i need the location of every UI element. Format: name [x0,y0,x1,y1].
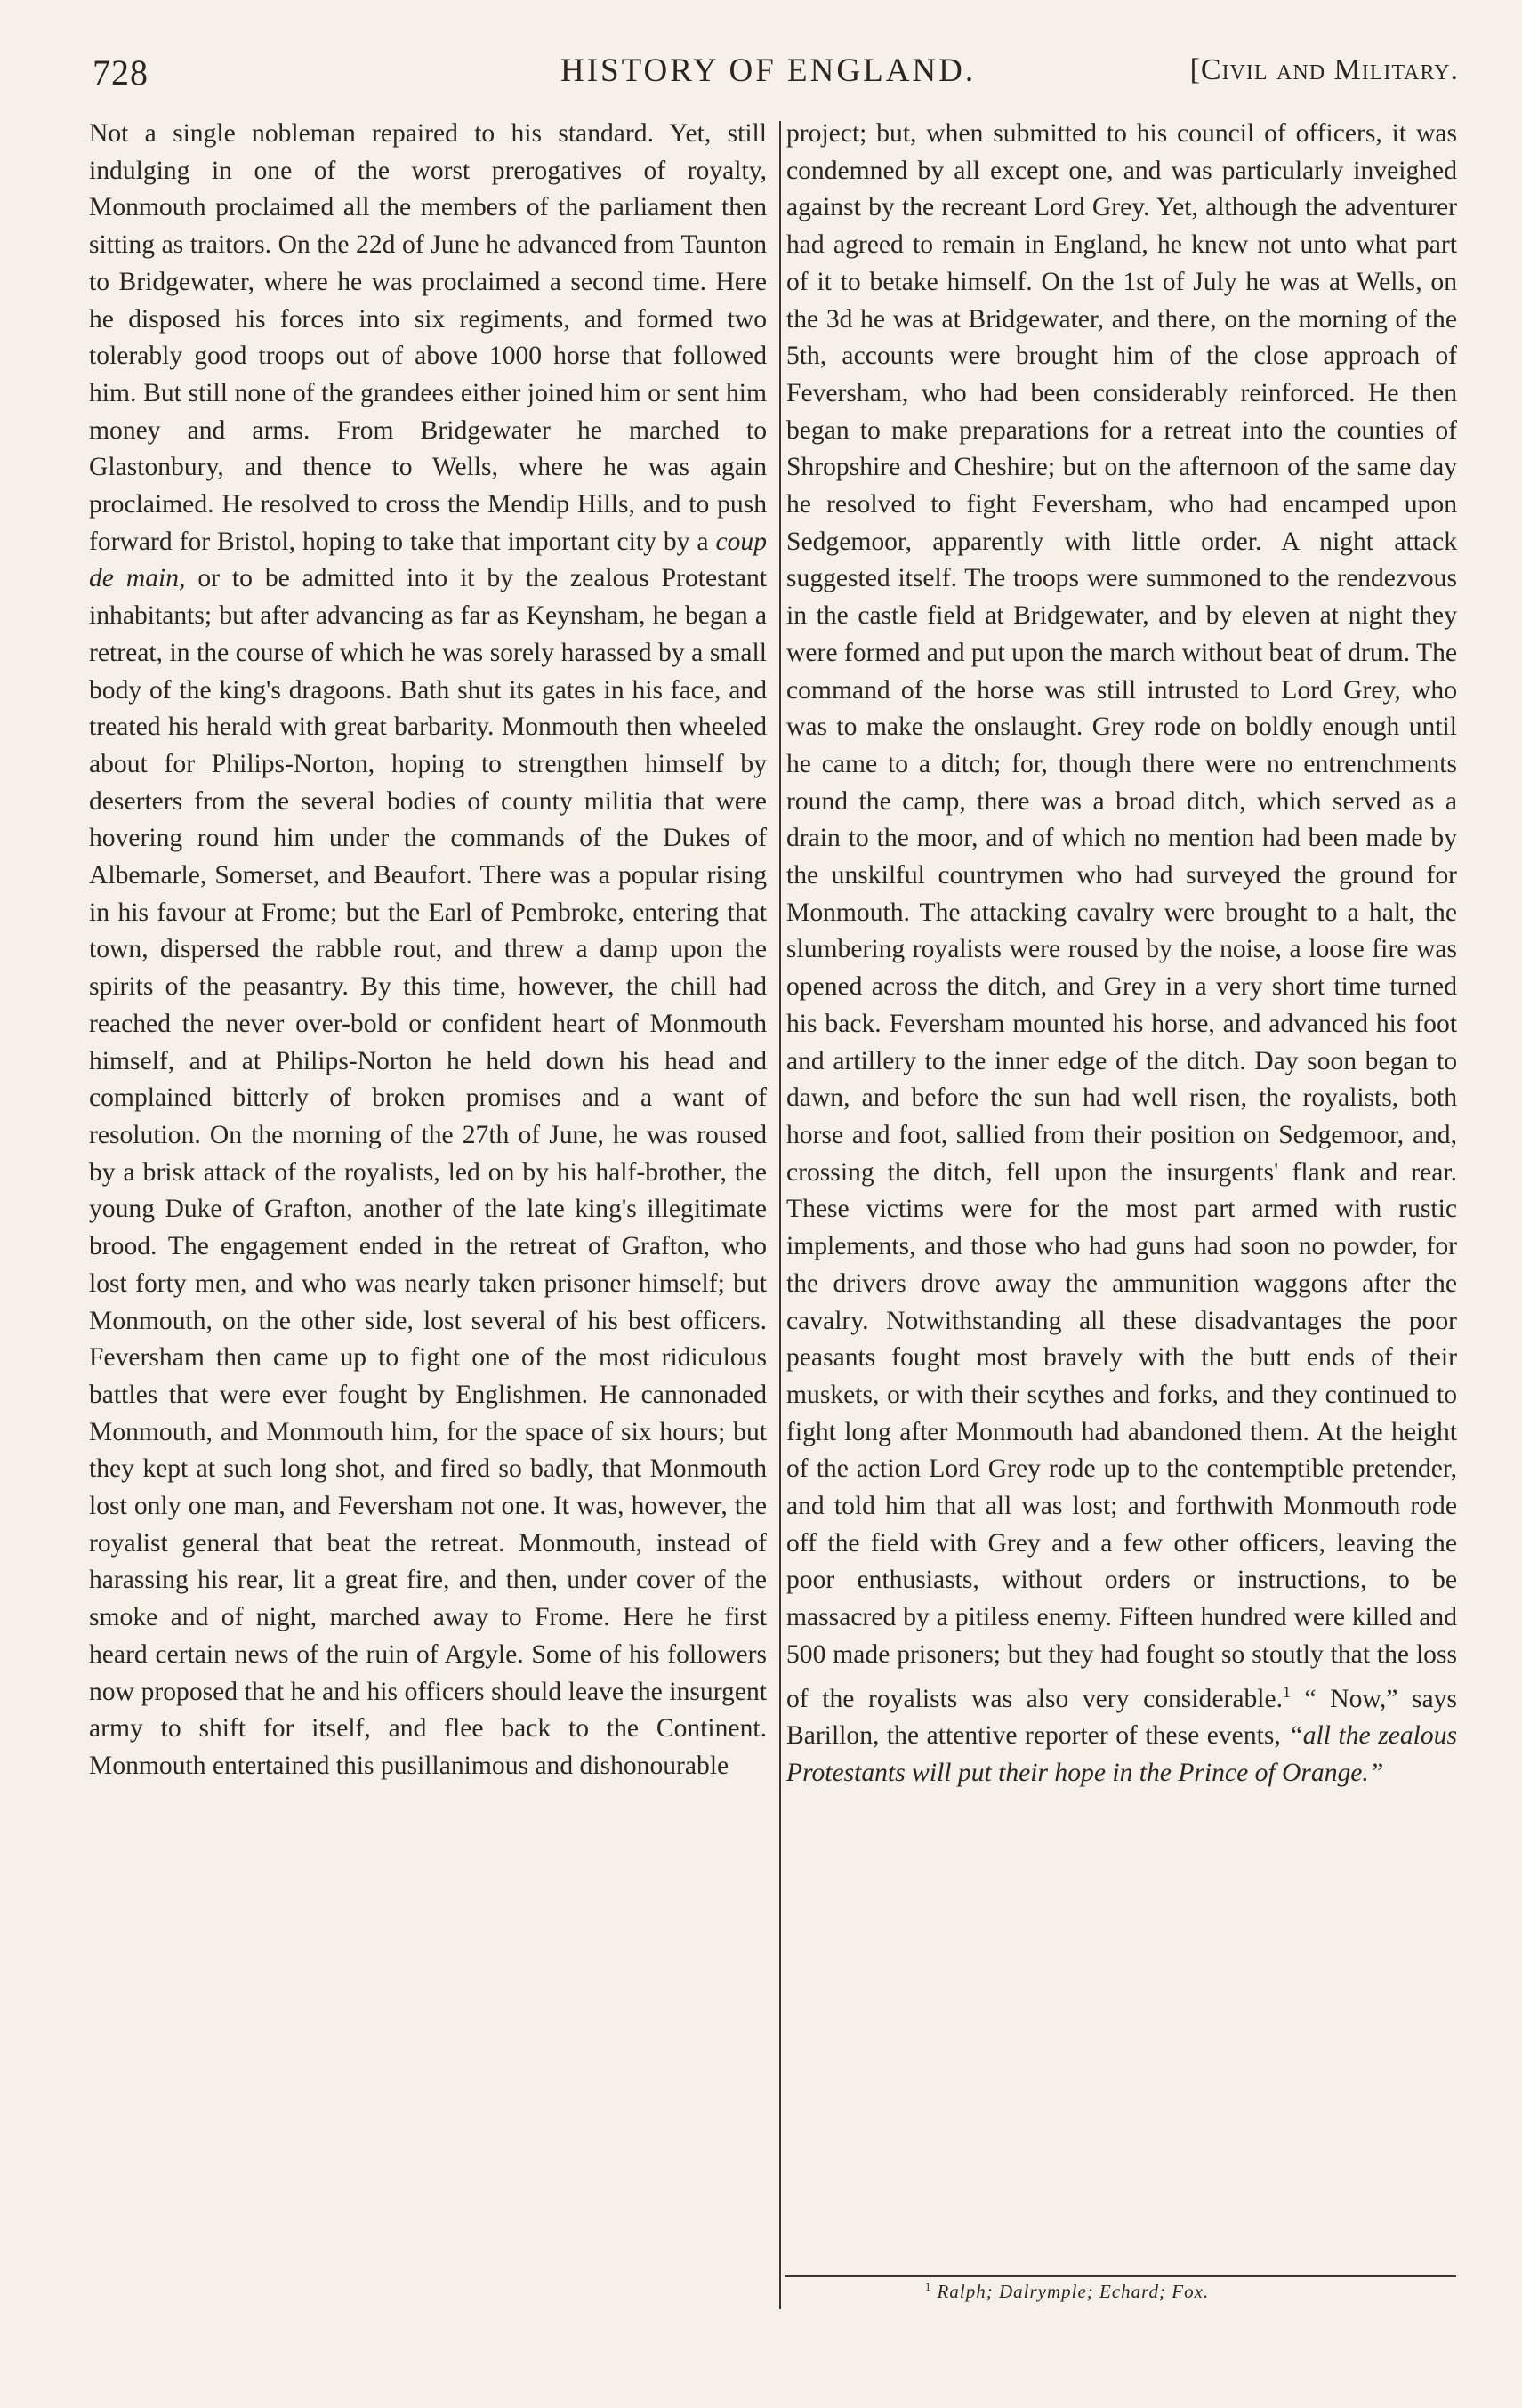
footnote-text: Ralph; Dalrymple; Echard; Fox. [937,2281,1210,2302]
left-column [89,116,767,1785]
left-text-italic: coup de main, [89,527,767,593]
right-text-quote-lead: “ Now,” says Barillon, the attentive reporter of these events, [786,1684,1457,1751]
running-title: HISTORY OF ENGLAND. [560,52,977,89]
running-header [89,43,1459,93]
right-text-quote: “all the zealous Protestants will put their hope in the Prince of Orange.” [786,1721,1458,1787]
right-column-paragraph [786,116,1457,1792]
left-column-paragraph [89,116,767,1785]
column-divider [779,121,781,2309]
page-number: 728 [93,52,149,93]
left-text-part2: or to be admitted into it by the zealous Protestant inhabitants; but after advancing as far as Keynsham, he began a retreat, in the course of which he was sorely harassed by a small body of the king's dragoons. Bath shut its gates in his face, and treated his herald with great barbarity. Monmouth then wheeled about for Philips-Norton, hoping to strengthen himself by deserters from the several bodies of county militia that were hovering round him under the commands of the Dukes of Albemarle, Somerset, and Beaufort. There was a popular rising in his favour at Frome; but the Earl of Pembroke, entering that town, dispersed the rabble rout, and threw a damp upon the spirits of the peasantry. By this time, however, the chill had reached the never over-bold or confident heart of Monmouth himself, and at Philips-Norton he held down his head and complained bitterly of broken promises and a want of resolution. On the morning of the 27th of June, he was roused by a brisk attack of the royalists, led on by his half-brother, the young Duke of Grafton, another of the late king's illegitimate brood. The engagement ended in the retreat of Grafton, who lost forty men, and who was nearly taken prisoner himself; but Monmouth, on the other side, lost several of his best officers. Feversham then came up to fight one of the most ridiculous battles that were ever fought by Englishmen. He cannonaded Monmouth, and Monmouth him, for the space of six hours; but they kept at such long shot, and fired so badly, that Monmouth lost only one man, and Feversham not one. It was, however, the royalist general that beat the retreat. Monmouth, instead of harassing his rear, lit a great fire, and then, under cover of the smoke and of night, marched away to Frome. Here he first heard certain news of the ruin of Argyle. Some of his followers now proposed that he and his officers should leave the insurgent army to shift for itself, and flee back to the Continent. Monmouth entertained this pusillanimous and dishonourable [89,564,768,1780]
footnote [925,2281,1423,2303]
right-text-main: project; but, when submitted to his council of officers, it was condemned by all except one, and was particularly inveighed against by the recreant Lord Grey. Yet, although the adventurer had agreed to remain in England, he knew not unto what part of it to betake himself. On the 1st of July he was at Wells, on the 3d he was at Bridgewater, and there, on the morning of the 5th, accounts were brought him of the close approach of Feversham, who had been considerably reinforced. He then began to make preparations for a retreat into the counties of Shropshire and Cheshire; but on the afternoon of the same day he resolved to fight Feversham, who had encamped upon Sedgemoor, apparently with little order. A night attack suggested itself. The troops were summoned to the rendezvous in the castle field at Bridgewater, and by eleven at night they were formed and put upon the march without beat of drum. The command of the horse was still intrusted to Lord Grey, who was to make the onslaught. Grey rode on boldly enough until he came to a ditch; for, though there were no entrenchments round the camp, there was a broad ditch, which served as a drain to the moor, and of which no mention had been made by the unskilful countrymen who had surveyed the ground for Monmouth. The attacking cavalry were brought to a halt, the slumbering royalists were roused by the noise, a loose fire was opened across the ditch, and Grey in a very short time turned his back. Feversham mounted his horse, and advanced his foot and artillery to the inner edge of the ditch. Day soon began to dawn, and before the sun had well risen, the royalists, both horse and foot, sallied from their position on Sedgemoor, and, crossing the ditch, fell upon the insurgents' flank and rear. These victims were for the most part armed with rustic implements, and those who had guns had soon no powder, for the drivers drove away the ammunition waggons after the cavalry. Notwithstanding all these disadvantages the poor peasants fought most bravely with the butt ends of their muskets, or with their scythes and forks, and they continued to fight long after Monmouth had abandoned them. At the height of the action Lord Grey rode up to the contemptible pretender, and told him that all was lost; and forthwith Monmouth rode off the field with Grey and a few other officers, leaving the poor enthusiasts, without orders or instructions, to be massacred by a pitiless enemy. Fifteen hundred were killed and 500 made prisoners; but they had fought so stoutly that the loss of the royalists was also very considerable. [786,119,1457,1713]
footnote-marker: 1 [925,2281,932,2293]
left-text-part1: Not a single nobleman repaired to his standard. Yet, still indulging in one of the worst prerogatives of royalty, Monmouth proclaimed all the members of the parliament then sitting as traitors. On the 22d of June he advanced from Taunton to Bridgewater, where he was proclaimed a second time. Here he disposed his forces into six regiments, and formed two tolerably good troops out of above 1000 horse that followed him. But still none of the grandees either joined him or sent him money and arms. From Bridgewater he marched to Glastonbury, and thence to Wells, where he was again proclaimed. He resolved to cross the Mendip Hills, and to push forward for Bristol, hoping to take that important city by a [89,119,767,556]
footnote-rule [785,2275,1456,2277]
footnote-reference: 1 [1283,1682,1291,1701]
right-column [783,116,1457,1792]
section-label: [Civil and Military. [1189,53,1459,86]
